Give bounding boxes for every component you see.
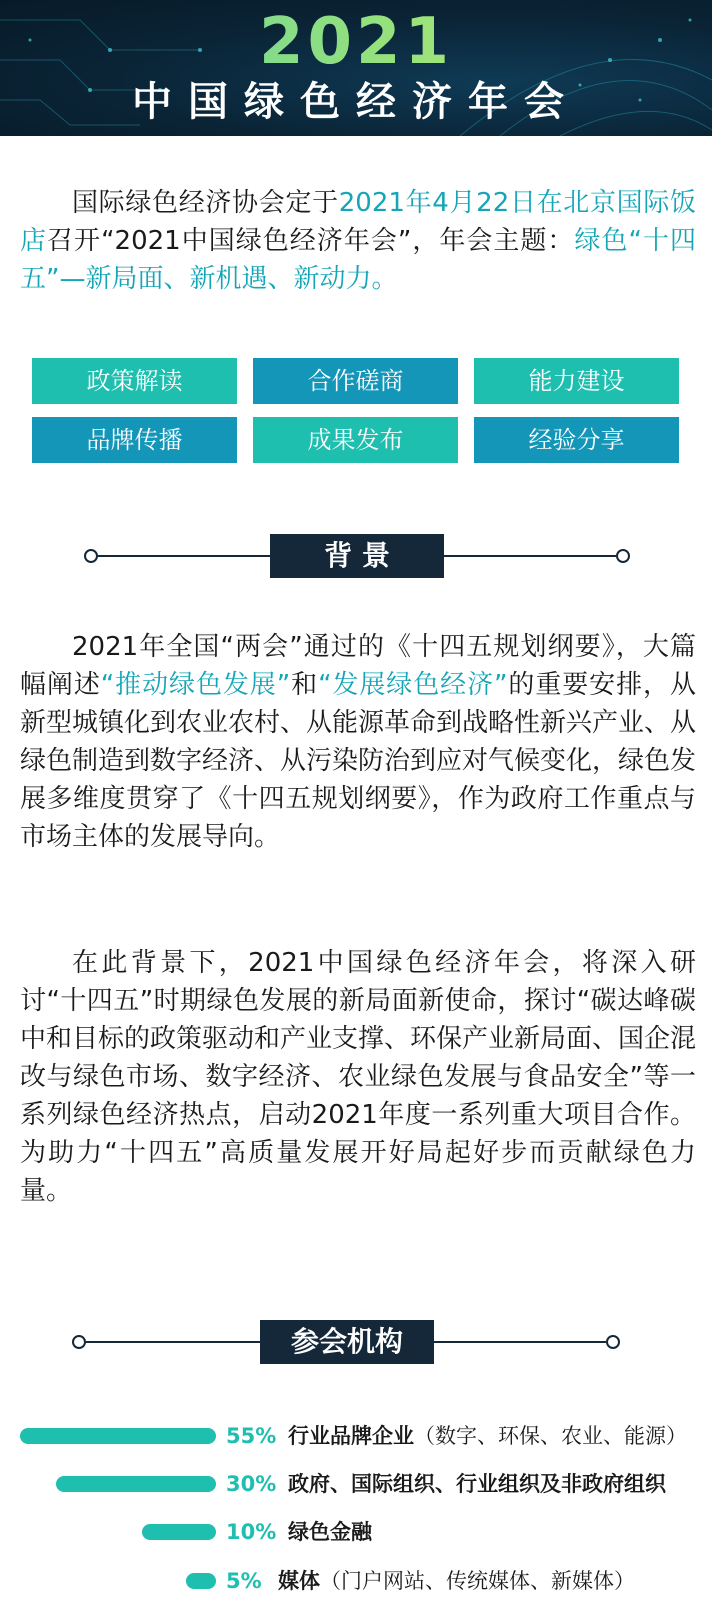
participant-percent: 30% (226, 1472, 277, 1496)
participant-bar (142, 1524, 216, 1540)
background-paragraph-2: 在此背景下，2021中国绿色经济年会，将深入研讨“十四五”时期绿色发展的新局面新使命，探讨“碳达峰碳中和目标的政策驱动和产业支撑、环保产业新局面、国企混改与绿色市场、数字经济、农业绿色发展与食品安全”等一系列绿色经济热点，启动2021年度一系列重大项目合作。为助力“十四五”高质量发展开好局起好步而贡献绿色力量。 (20, 948, 697, 1206)
participant-name: 政府、国际组织、行业组织及非政府组织 (288, 1472, 666, 1496)
divider-line-left (98, 555, 270, 557)
tag-cooperation: 合作磋商 (253, 358, 458, 404)
participant-detail: （数字、环保、农业、能源） (414, 1424, 687, 1448)
participant-percent: 10% (226, 1520, 277, 1544)
participant-percent: 5% (226, 1569, 262, 1593)
tag-experience: 经验分享 (474, 417, 679, 463)
participant-row (0, 1469, 712, 1499)
bg-highlight-2: “发展绿色经济” (318, 670, 508, 700)
divider-dot-left (72, 1335, 86, 1349)
divider-dot-left (84, 549, 98, 563)
participant-row (0, 1566, 712, 1596)
participant-name: 绿色金融 (288, 1520, 372, 1544)
tag-brand: 品牌传播 (32, 417, 237, 463)
topic-tags (32, 358, 684, 464)
divider-line-right (444, 555, 616, 557)
participant-label (288, 1469, 666, 1499)
participant-bar (20, 1428, 216, 1444)
participant-label (278, 1566, 635, 1596)
participant-name: 行业品牌企业 (288, 1424, 414, 1448)
participant-name: 媒体 (278, 1569, 320, 1593)
intro-text-2: 召开“2021中国绿色经济年会”，年会主题： (47, 226, 575, 256)
intro-theme: 绿色“十四五”—新局面、新机遇、新动力。 (20, 226, 696, 294)
banner (0, 0, 712, 136)
intro-paragraph (20, 184, 696, 298)
section-header-participants (0, 1320, 712, 1364)
tag-results: 成果发布 (253, 417, 458, 463)
section-title-background: 背 景 (270, 534, 444, 578)
divider-line-left (86, 1341, 260, 1343)
participant-label (288, 1517, 372, 1547)
bg-text-2: 和 (290, 670, 319, 700)
participant-row (0, 1421, 712, 1451)
background-paragraph-1 (20, 628, 696, 856)
intro-text-1: 国际绿色经济协会定于 (72, 188, 339, 218)
divider-dot-right (606, 1335, 620, 1349)
participant-detail: （门户网站、传统媒体、新媒体） (320, 1569, 635, 1593)
tag-capacity: 能力建设 (474, 358, 679, 404)
banner-title: 中国绿色经济年会 (132, 79, 580, 125)
participant-bar (186, 1573, 216, 1589)
intro-date-place: 2021年4月22日在北京国际饭店 (20, 188, 696, 256)
section-header-background (0, 534, 712, 578)
participant-bar (56, 1476, 216, 1492)
bg-highlight-1: “推动绿色发展” (100, 670, 291, 700)
bg-text-1: 2021年全国“两会”通过的《十四五规划纲要》，大篇幅阐述 (20, 632, 696, 700)
banner-year: 2021 (0, 4, 712, 80)
divider-dot-right (616, 549, 630, 563)
tag-policy: 政策解读 (32, 358, 237, 404)
participant-label (288, 1421, 687, 1451)
divider-line-right (434, 1341, 606, 1343)
participant-row (0, 1517, 712, 1547)
participant-percent: 55% (226, 1424, 277, 1448)
bg-text-3: 的重要安排，从新型城镇化到农业农村、从能源革命到战略性新兴产业、从绿色制造到数字经济、从污染防治到应对气候变化，绿色发展多维度贯穿了《十四五规划纲要》，作为政府工作重点与市场主体的发展导向。 (20, 670, 697, 852)
section-title-participants: 参会机构 (260, 1320, 434, 1364)
